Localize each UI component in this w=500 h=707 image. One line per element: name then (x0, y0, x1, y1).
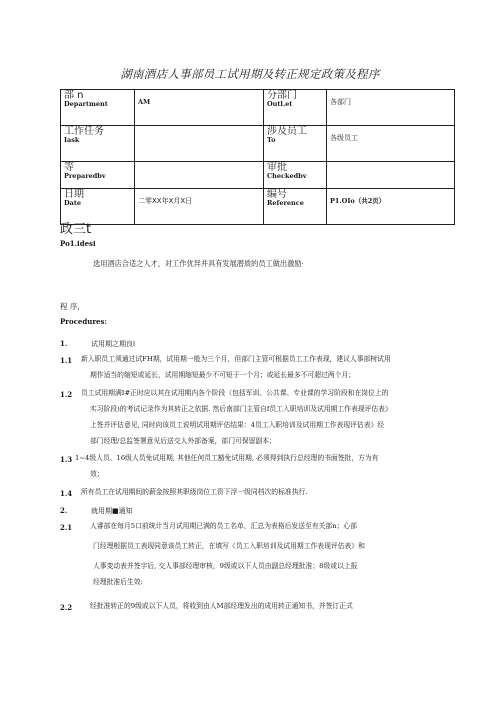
task-value (135, 126, 264, 162)
header-row-task (61, 126, 455, 162)
outlet-label-zh: 分部门 (267, 90, 297, 101)
department-label-en: Department (64, 100, 108, 108)
item-1-3-line-1: 1~4级人员、16级人员免试用期, 其他任何员工豁免试用期, 必须得到执行总经理的书面签批，方为有 (75, 454, 379, 462)
reference-value: P1.OIo（共2页） (327, 189, 455, 225)
task-label-en: Iask (64, 136, 80, 144)
outlet-label-en: Outl.et (267, 100, 293, 108)
prepared-label-cell (61, 162, 135, 189)
item-1-1-line-2: 期作适当的缩短或延长，试用期缩短最少不可短于一个月；或延长最多不可超过两个月； (90, 371, 356, 379)
header-row-prepared (61, 162, 455, 189)
procedures-heading-en: Procedures: (60, 317, 107, 326)
task-label-cell (61, 126, 135, 162)
item-2-1-line-1: 人睿部在每月5口前统计当月试用期已满的员工名单，汇总为表格后发送至有关部n；心部 (90, 522, 357, 530)
item-1-4-number: 1.4 (60, 489, 73, 498)
document-title: 湖南酒店人事部员工试用期及转正规定政策及程序 (120, 67, 380, 81)
section-2-title: 就用期■通知 (91, 507, 133, 515)
date-label-en: Date (64, 199, 81, 207)
item-2-2-number: 2.2 (60, 603, 73, 612)
outlet-value: 各部门 (327, 90, 455, 126)
policy-heading-zh: 政三t (60, 222, 92, 237)
reference-label-cell (264, 189, 327, 225)
item-1-3-number: 1.3 (60, 455, 73, 464)
department-label-zh: 部 n (64, 90, 84, 101)
item-1-2-number: 1.2 (60, 390, 73, 399)
to-label-cell (264, 126, 327, 162)
date-label-zh: 日期 (64, 189, 84, 200)
checked-value (327, 162, 455, 189)
header-row-department (61, 90, 455, 126)
item-2-1-line-3: 人事变动表并签字后, 交人事部经理审核，9级或以下人员由副总经理批准；8级或以上报 (93, 562, 358, 570)
policy-heading-en: Po1.idesi (60, 239, 96, 248)
item-2-1-number: 2.1 (60, 523, 73, 532)
item-1-2-line-2: 实习阶段)的考试记录作为其转正之依据. 然后南部门主管自f员工入职培训及试用期工作表现评估表》 (90, 405, 392, 413)
item-2-1-line-2: 门经理根据员工表现同意该员工转正，在填写《员工入职培训及试用期工作表现评估表》和 (93, 542, 365, 550)
item-1-2-line-1: 员工试用期满I#正时应以其在试用期内各个阶段（包括军训、公共课、专业课的学习阶段和在岗位上的 (81, 389, 389, 397)
document-header-table (60, 89, 455, 225)
checked-label-zh: 审批 (267, 162, 287, 173)
prepared-label-zh: 等 (64, 162, 74, 173)
item-1-1-number: 1.1 (60, 356, 73, 365)
item-1-4-line-1: 所有员工在试用期间的薪金按照其职级岗位工资下浮一级同档次的标准执行. (81, 488, 308, 496)
item-1-2-line-3: 上签并评估意见, 同时向该员工说明试用期评估结果：4员工入职培训及试用期工作表现评估表》经 (90, 421, 385, 429)
department-value: AM (135, 90, 264, 126)
checked-label-en: Checkedbv (267, 172, 307, 180)
checked-label-cell (264, 162, 327, 189)
prepared-value (135, 162, 264, 189)
outlet-label-cell (264, 90, 327, 126)
reference-label-en: Reference (267, 199, 304, 207)
to-label-zh: 涉及员工 (267, 126, 307, 137)
task-label-zh: 工作任务 (64, 126, 104, 137)
item-1-2-line-4: 部门经理/总监签署意见后送交人外部备案，部门可保留副本； (90, 437, 276, 445)
item-2-2-line-1: 经批准转正的9级或以下人员，将收到由人M部经理发出的成用转正通知书，并签订正式 (90, 602, 353, 610)
reference-label-zh: 编号 (267, 189, 287, 200)
policy-statement: 选用酒店合适之人才，对工作优异并具有发展潜质的员工做出激励· (93, 259, 304, 268)
section-1-title: 试用期之期良I (91, 340, 136, 348)
to-value: 各级员工 (327, 126, 455, 162)
date-value: 二零XX年X月X日 (135, 189, 264, 225)
department-label-cell (61, 90, 135, 126)
header-row-date (61, 189, 455, 225)
section-2-number: 2. (60, 506, 68, 515)
item-1-1-line-1: 新入职员工须通过试FH期，试用期一般为三个月，但部门主管可根据员工工作表现，建议人事部树试用 (81, 355, 391, 363)
item-1-3-line-2: 效； (90, 470, 104, 478)
procedures-heading-zh: 程 序, (60, 302, 80, 311)
prepared-label-en: Preparedbv (64, 172, 106, 180)
to-label-en: To (267, 136, 276, 144)
item-2-1-line-4: 经理批准后生效: (93, 578, 143, 586)
section-1-number: 1. (60, 339, 68, 348)
